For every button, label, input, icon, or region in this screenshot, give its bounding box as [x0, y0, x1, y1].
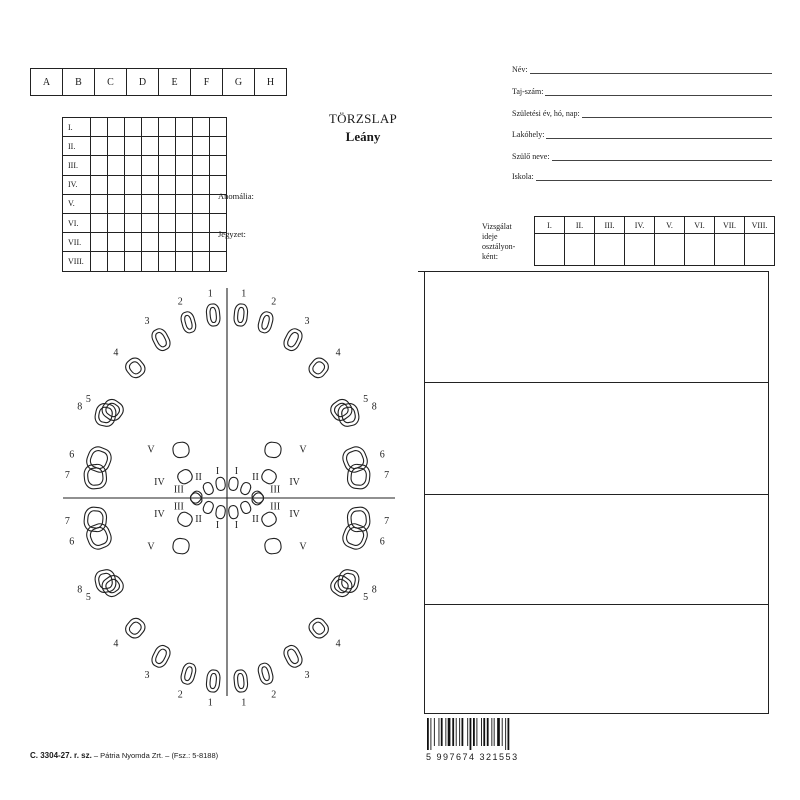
- lower-milk-tooth[interactable]: [260, 468, 279, 486]
- exam-cell[interactable]: [715, 234, 745, 266]
- letter-cell: D: [127, 69, 159, 96]
- tooth-number: 2: [177, 689, 183, 701]
- grid-cell[interactable]: [142, 118, 159, 137]
- page-title: TÖRZSLAP: [328, 111, 398, 126]
- form-code: C. 3304-27. r. sz.: [30, 751, 92, 760]
- grid-row-label: IV.: [63, 175, 91, 194]
- milk-tooth-label: II: [252, 471, 259, 483]
- upper-tooth-right-5[interactable]: [328, 396, 355, 423]
- grid-cell[interactable]: [210, 252, 227, 271]
- barcode-bar: [494, 718, 495, 746]
- tooth-number: 6: [69, 536, 75, 548]
- barcode-bar: [434, 718, 435, 746]
- grid-cell[interactable]: [108, 175, 125, 194]
- barcode-bar: [462, 718, 464, 746]
- tooth-number: 6: [379, 536, 385, 548]
- field-line[interactable]: [536, 171, 772, 181]
- grid-cell[interactable]: [210, 118, 227, 137]
- grid-row: [63, 156, 227, 175]
- upper-tooth-right-2[interactable]: [257, 310, 275, 334]
- name-field[interactable]: [512, 62, 772, 74]
- grid-cell[interactable]: [193, 233, 210, 252]
- barcode-bar: [456, 718, 457, 746]
- grid-cell[interactable]: [176, 137, 193, 156]
- grid-cell[interactable]: [159, 213, 176, 232]
- milk-tooth-label: IV: [289, 476, 300, 488]
- barcode-bar: [452, 718, 454, 746]
- grid-row: [63, 175, 227, 194]
- tooth-number: 6: [69, 449, 75, 461]
- printer-info: – Pátria Nyomda Zrt. – (Fsz.: 5-8188): [91, 751, 219, 760]
- grid-cell[interactable]: [193, 194, 210, 213]
- grid-cell[interactable]: [108, 194, 125, 213]
- field-line[interactable]: [546, 129, 772, 139]
- grid-cell[interactable]: [176, 233, 193, 252]
- grid-cell[interactable]: [176, 156, 193, 175]
- letter-cell: E: [159, 69, 191, 96]
- barcode-bar: [445, 718, 446, 746]
- lower-tooth-right-7[interactable]: [347, 464, 371, 490]
- grid-cell[interactable]: [193, 213, 210, 232]
- exam-cell[interactable]: [625, 234, 655, 266]
- milk-tooth-label: I: [234, 519, 239, 531]
- barcode-bar: [470, 718, 472, 750]
- milk-tooth-label: V: [147, 541, 155, 553]
- tooth-number: 3: [144, 315, 150, 327]
- upper-tooth-left-5[interactable]: [99, 396, 126, 423]
- barcode-bar: [491, 718, 492, 746]
- milk-tooth-label: IV: [154, 476, 165, 488]
- exam-time-label: Vizsgálat ideje osztályon- ként:: [482, 222, 516, 261]
- grid-row-label: VI.: [63, 213, 91, 232]
- grid-cell[interactable]: [159, 137, 176, 156]
- grid-cell[interactable]: [176, 252, 193, 271]
- tooth-number: 2: [177, 296, 183, 308]
- field-line[interactable]: [552, 151, 772, 161]
- milk-tooth-label: II: [195, 471, 202, 483]
- lower-tooth-left-5[interactable]: [99, 572, 126, 599]
- field-line[interactable]: [530, 64, 772, 74]
- lower-tooth-left-8[interactable]: [93, 402, 117, 428]
- parent-name-field[interactable]: [512, 149, 772, 161]
- exam-table: [534, 216, 775, 266]
- upper-milk-tooth[interactable]: [215, 477, 226, 491]
- lower-tooth-right-2[interactable]: [257, 662, 275, 686]
- milk-tooth-label: III: [270, 501, 281, 513]
- lower-tooth-left-4[interactable]: [123, 615, 148, 640]
- page-subtitle: Leány: [345, 129, 381, 144]
- barcode-bar: [505, 718, 506, 750]
- grid-row-label: VIII.: [63, 252, 91, 271]
- barcode-bar: [483, 718, 485, 746]
- grid-cell[interactable]: [142, 194, 159, 213]
- upper-milk-tooth[interactable]: [239, 481, 252, 495]
- tooth-number: 8: [77, 584, 83, 596]
- milk-tooth-label: V: [299, 444, 307, 456]
- notes-box-1[interactable]: [424, 271, 769, 381]
- form-title: [318, 110, 408, 146]
- grid-cell[interactable]: [91, 156, 108, 175]
- barcode-bar: [430, 718, 431, 750]
- tooth-number: 3: [304, 670, 310, 682]
- grid-row: [63, 137, 227, 156]
- letter-strip: [30, 68, 287, 96]
- grid-row: [63, 194, 227, 213]
- milk-tooth-label: II: [252, 514, 259, 526]
- barcode-bar: [508, 718, 510, 750]
- notes-box-3[interactable]: [424, 494, 769, 604]
- upper-milk-tooth[interactable]: [176, 510, 195, 528]
- grid-row-label: III.: [63, 156, 91, 175]
- grid-cell[interactable]: [193, 137, 210, 156]
- exam-cell[interactable]: [685, 234, 715, 266]
- grid-cell[interactable]: [91, 175, 108, 194]
- letter-cell: H: [255, 69, 287, 96]
- tooth-number: 4: [113, 347, 119, 359]
- tooth-number: 7: [64, 470, 70, 482]
- upper-tooth-right-4[interactable]: [306, 355, 331, 380]
- grid-cell[interactable]: [142, 137, 159, 156]
- field-label: Taj-szám:: [512, 87, 544, 96]
- upper-tooth-left-4[interactable]: [123, 355, 148, 380]
- barcode-bar: [476, 718, 477, 746]
- dental-chart: [55, 282, 415, 709]
- barcode-bar: [502, 718, 503, 746]
- grid-cell[interactable]: [125, 252, 142, 271]
- grid-row: [63, 118, 227, 137]
- lower-tooth-right-6[interactable]: [340, 521, 370, 552]
- school-field[interactable]: [512, 169, 772, 181]
- upper-milk-tooth[interactable]: [202, 481, 215, 495]
- exam-header: VI.: [685, 217, 715, 234]
- grid-cell[interactable]: [108, 252, 125, 271]
- grid-row-label: VII.: [63, 233, 91, 252]
- lower-tooth-right-8[interactable]: [336, 402, 360, 428]
- grid-cell[interactable]: [108, 118, 125, 137]
- grid-cell[interactable]: [176, 175, 193, 194]
- grid-cell[interactable]: [125, 137, 142, 156]
- grid-cell[interactable]: [193, 175, 210, 194]
- tooth-number: 3: [144, 670, 150, 682]
- grid-cell[interactable]: [91, 233, 108, 252]
- barcode-bar: [497, 718, 500, 746]
- jegyzet-label: Jegyzet:: [218, 229, 246, 239]
- barcode-number: 5 997674 321553: [426, 752, 519, 762]
- tooth-number: 8: [371, 584, 377, 596]
- tooth-number: 8: [371, 401, 377, 413]
- exam-header: VII.: [715, 217, 745, 234]
- letter-cell: F: [191, 69, 223, 96]
- tooth-number: 5: [85, 394, 91, 406]
- grid-cell[interactable]: [159, 175, 176, 194]
- tooth-number: 1: [241, 288, 247, 300]
- grid-cell[interactable]: [108, 233, 125, 252]
- grid-cell[interactable]: [91, 137, 108, 156]
- residence-field[interactable]: [512, 127, 772, 139]
- grid-cell[interactable]: [91, 213, 108, 232]
- grid-cell[interactable]: [210, 156, 227, 175]
- grid-cell[interactable]: [142, 156, 159, 175]
- grid-row: [63, 233, 227, 252]
- tooth-number: 6: [379, 449, 385, 461]
- barcode: [427, 718, 547, 750]
- taj-field[interactable]: [512, 84, 772, 96]
- barcode-bar: [481, 718, 482, 746]
- lower-tooth-right-4[interactable]: [306, 615, 331, 640]
- milk-tooth-label: IV: [289, 509, 300, 521]
- lower-milk-tooth[interactable]: [228, 505, 239, 519]
- tooth-number: 5: [85, 591, 91, 603]
- barcode-bar: [487, 718, 489, 746]
- exam-cell[interactable]: [745, 234, 775, 266]
- tooth-number: 2: [271, 296, 277, 308]
- footer-imprint: [30, 751, 218, 760]
- upper-tooth-left-6[interactable]: [84, 444, 114, 475]
- upper-tooth-left-3[interactable]: [149, 326, 172, 352]
- lower-tooth-right-3[interactable]: [281, 643, 304, 669]
- upper-tooth-left-8[interactable]: [93, 568, 117, 594]
- grid-cell[interactable]: [91, 252, 108, 271]
- tooth-number: 8: [77, 401, 83, 413]
- grid-cell[interactable]: [159, 252, 176, 271]
- exam-header: III.: [595, 217, 625, 234]
- grid-cell[interactable]: [193, 252, 210, 271]
- tooth-number: 5: [363, 394, 369, 406]
- tooth-number: 5: [363, 591, 369, 603]
- field-label: Szülő neve:: [512, 152, 550, 161]
- field-label: Iskola:: [512, 172, 534, 181]
- letter-cell: G: [223, 69, 255, 96]
- letter-cell: C: [95, 69, 127, 96]
- grid-cell[interactable]: [108, 137, 125, 156]
- lower-milk-tooth[interactable]: [215, 505, 226, 519]
- lower-milk-tooth[interactable]: [176, 468, 195, 486]
- lower-tooth-right-5[interactable]: [328, 572, 355, 599]
- lower-milk-tooth[interactable]: [172, 441, 190, 458]
- grid-cell[interactable]: [176, 118, 193, 137]
- tooth-number: 1: [241, 697, 247, 709]
- grid-row-label: V.: [63, 194, 91, 213]
- upper-milk-tooth[interactable]: [264, 538, 282, 555]
- lower-milk-tooth[interactable]: [239, 500, 252, 514]
- milk-tooth-label: III: [270, 484, 281, 496]
- grid-cell[interactable]: [142, 213, 159, 232]
- tooth-number: 3: [304, 315, 310, 327]
- milk-tooth-label: IV: [154, 509, 165, 521]
- grid-cell[interactable]: [210, 137, 227, 156]
- grid-cell[interactable]: [125, 175, 142, 194]
- letter-cell: A: [31, 69, 63, 96]
- grid-cell[interactable]: [108, 156, 125, 175]
- exam-header: VIII.: [745, 217, 775, 234]
- lower-tooth-left-3[interactable]: [149, 643, 172, 669]
- upper-tooth-right-1[interactable]: [233, 303, 248, 326]
- upper-milk-tooth[interactable]: [172, 538, 190, 555]
- grid-cell[interactable]: [193, 118, 210, 137]
- barcode-bar: [441, 718, 443, 746]
- upper-milk-tooth[interactable]: [260, 510, 279, 528]
- tooth-number: 4: [335, 347, 341, 359]
- grid-cell[interactable]: [142, 175, 159, 194]
- grid-cell[interactable]: [91, 118, 108, 137]
- grid-cell[interactable]: [125, 233, 142, 252]
- grid-cell[interactable]: [125, 156, 142, 175]
- lower-tooth-left-1[interactable]: [206, 669, 221, 692]
- exam-cell[interactable]: [595, 234, 625, 266]
- grid-cell[interactable]: [176, 213, 193, 232]
- grid-cell[interactable]: [142, 233, 159, 252]
- grid-cell[interactable]: [176, 194, 193, 213]
- exam-header: I.: [535, 217, 565, 234]
- field-line[interactable]: [545, 86, 772, 96]
- lower-milk-tooth[interactable]: [264, 441, 282, 458]
- milk-tooth-label: V: [299, 541, 307, 553]
- exam-header: V.: [655, 217, 685, 234]
- barcode-bar: [467, 718, 468, 746]
- grid-cell[interactable]: [159, 156, 176, 175]
- upper-milk-tooth[interactable]: [228, 477, 239, 491]
- grid-cell[interactable]: [125, 118, 142, 137]
- roman-grid: [62, 117, 227, 272]
- birth-date-field[interactable]: [512, 106, 772, 118]
- milk-tooth-label: II: [195, 514, 202, 526]
- lower-tooth-left-2[interactable]: [179, 662, 197, 686]
- barcode-bar: [439, 718, 440, 746]
- milk-tooth-label: I: [215, 466, 220, 478]
- tooth-number: 7: [64, 515, 70, 527]
- tooth-number: 4: [113, 638, 119, 650]
- milk-tooth-label: I: [234, 466, 239, 478]
- milk-tooth-label: III: [173, 484, 184, 496]
- tooth-number: 1: [207, 697, 213, 709]
- barcode-bar: [448, 718, 451, 746]
- milk-tooth-label: I: [215, 519, 220, 531]
- grid-cell[interactable]: [159, 233, 176, 252]
- tooth-number: 7: [384, 515, 390, 527]
- barcode-bar: [459, 718, 460, 746]
- exam-cell[interactable]: [655, 234, 685, 266]
- milk-tooth-label: III: [173, 501, 184, 513]
- grid-cell[interactable]: [125, 194, 142, 213]
- grid-row-label: II.: [63, 137, 91, 156]
- tooth-number: 1: [207, 288, 213, 300]
- grid-row-label: I.: [63, 118, 91, 137]
- barcode-bar: [427, 718, 429, 750]
- lower-tooth-left-7[interactable]: [83, 464, 107, 490]
- notes-box-2[interactable]: [424, 382, 769, 493]
- lower-milk-tooth[interactable]: [202, 500, 215, 514]
- tooth-number: 4: [335, 638, 341, 650]
- letter-cell: B: [63, 69, 95, 96]
- notes-box-4[interactable]: [424, 604, 769, 714]
- upper-tooth-right-6[interactable]: [340, 444, 370, 475]
- lower-tooth-left-6[interactable]: [84, 521, 114, 552]
- grid-row: [63, 252, 227, 271]
- lower-tooth-right-1[interactable]: [233, 669, 248, 692]
- exam-cell[interactable]: [535, 234, 565, 266]
- barcode-bar: [473, 718, 475, 746]
- grid-cell[interactable]: [91, 194, 108, 213]
- upper-tooth-left-1[interactable]: [206, 303, 221, 326]
- field-line[interactable]: [582, 108, 772, 118]
- grid-cell[interactable]: [142, 252, 159, 271]
- exam-header: IV.: [625, 217, 655, 234]
- grid-cell[interactable]: [125, 213, 142, 232]
- grid-cell[interactable]: [193, 156, 210, 175]
- grid-cell[interactable]: [159, 118, 176, 137]
- exam-cell[interactable]: [565, 234, 595, 266]
- field-label: Név:: [512, 65, 528, 74]
- field-label: Lakóhely:: [512, 130, 545, 139]
- upper-tooth-right-8[interactable]: [336, 568, 360, 594]
- tooth-number: 2: [271, 689, 277, 701]
- field-label: Születési év, hó, nap:: [512, 109, 580, 118]
- grid-row: [63, 213, 227, 232]
- exam-header: II.: [565, 217, 595, 234]
- tooth-number: 7: [384, 470, 390, 482]
- anomalia-label: Anomália:: [218, 191, 254, 201]
- grid-cell[interactable]: [108, 213, 125, 232]
- grid-cell[interactable]: [159, 194, 176, 213]
- milk-tooth-label: V: [147, 444, 155, 456]
- upper-tooth-left-2[interactable]: [179, 310, 197, 334]
- upper-tooth-right-3[interactable]: [281, 326, 304, 352]
